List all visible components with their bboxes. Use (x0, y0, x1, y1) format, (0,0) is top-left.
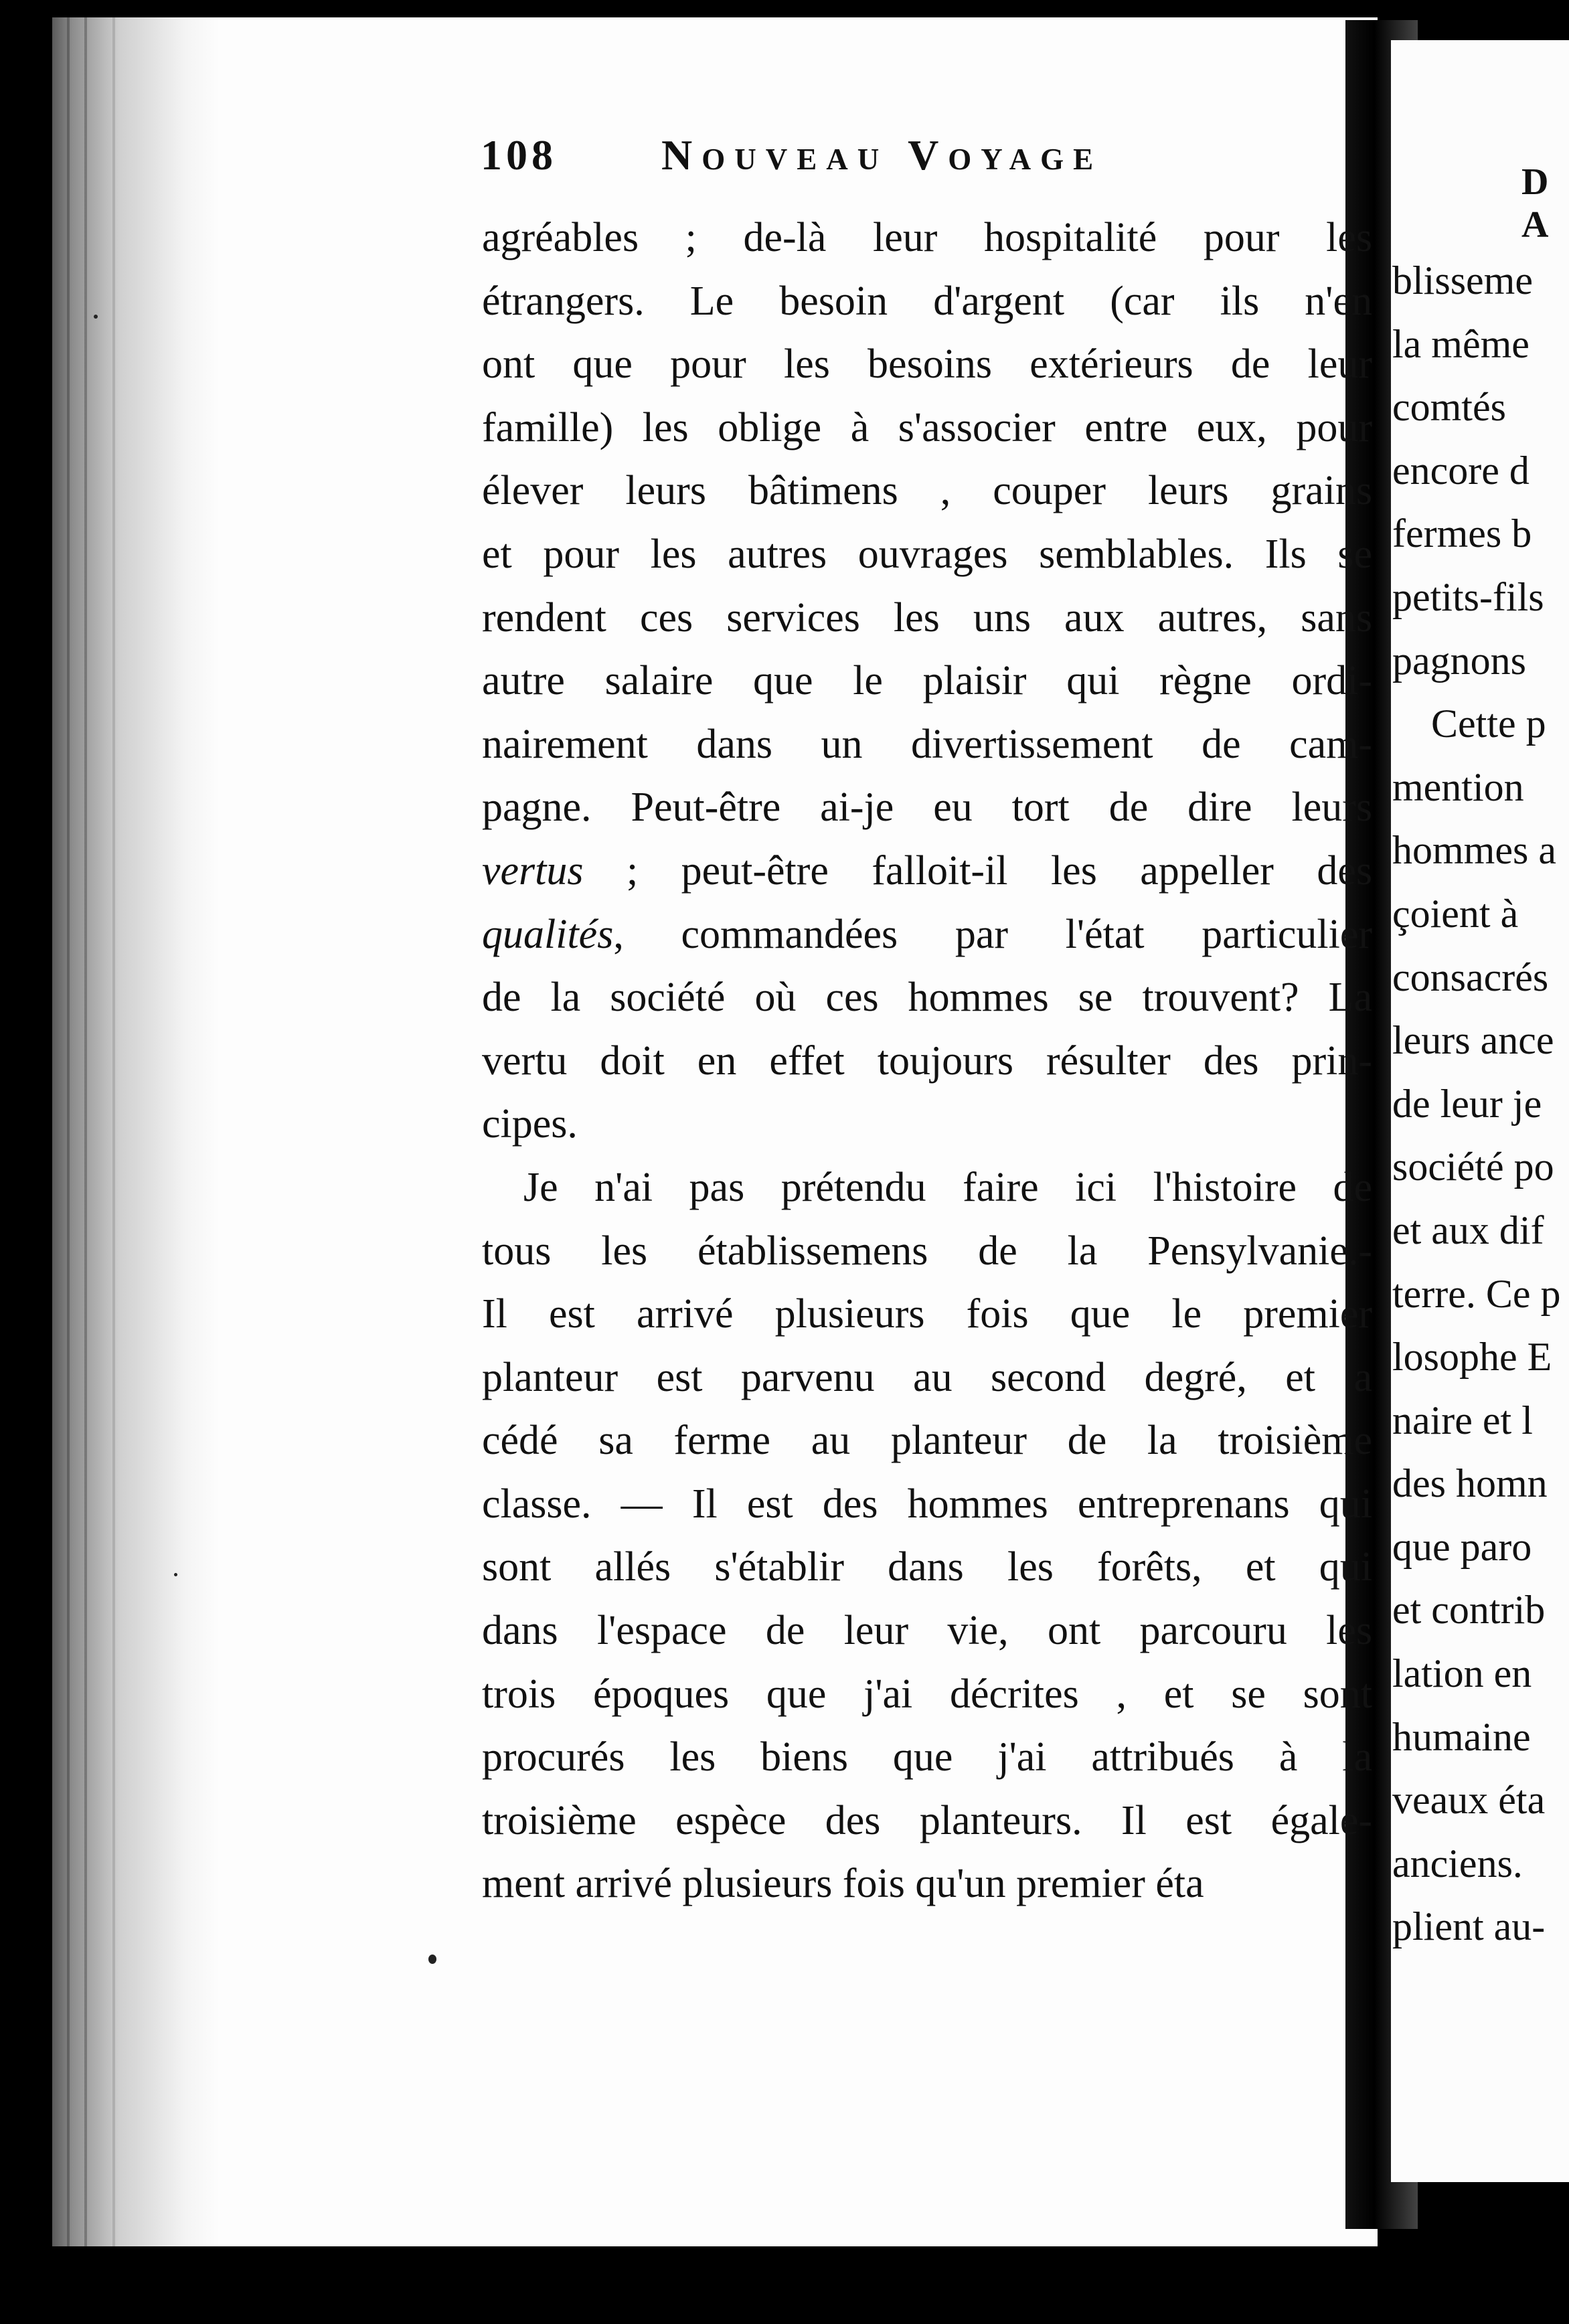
right-text-line: anciens. (1392, 1841, 1523, 1886)
right-text-line: lation en (1392, 1651, 1532, 1696)
right-text-line: de leur je (1392, 1081, 1542, 1126)
text-line: et pour les autres ouvrages semblables. Ils se (482, 531, 1372, 577)
right-text-line: consacrés (1392, 954, 1549, 999)
right-text-line: veaux éta (1392, 1778, 1546, 1823)
text-line: vertus ; peut-être falloit-il les appeller des (482, 847, 1372, 894)
right-text-line: blisseme (1392, 258, 1533, 303)
text-line: vertu doit en effet toujours résulter des prin- (482, 1038, 1372, 1084)
text-line: ment arrivé plusieurs fois qu'un premier éta (482, 1861, 1204, 1907)
right-text-line: terre. Ce p (1392, 1271, 1561, 1316)
text-line: cédé sa ferme au planteur de la troisième (482, 1418, 1372, 1464)
paper-speck (94, 315, 98, 319)
gutter-streak (112, 17, 115, 2246)
left-page-text (482, 206, 1372, 1916)
text-line: planteur est parvenu au second degré, et a (482, 1354, 1372, 1400)
text-line: tous les établissemens de la Pensylvanie.- (482, 1228, 1372, 1274)
right-running-head: D A (1521, 161, 1553, 246)
text-line: agréables ; de-là leur hospitalité pour les (482, 215, 1372, 260)
right-text-line: fermes b (1392, 511, 1532, 556)
text-line: trois époques que j'ai décrites , et se sont (482, 1671, 1372, 1717)
text-line: étrangers. Le besoin d'argent (car ils n'en (482, 278, 1372, 324)
right-text-line: mention (1392, 764, 1524, 809)
right-text-line: pagnons (1392, 638, 1526, 683)
text-line: nairement dans un divertissement de cam- (482, 721, 1372, 767)
text-line: procurés les biens que j'ai attribués à la (482, 1734, 1372, 1780)
text-line: classe. — Il est des hommes entreprenans qui (482, 1481, 1372, 1527)
right-text-line: des homn (1392, 1461, 1548, 1506)
right-text-line: comtés (1392, 385, 1506, 430)
right-page-text (1391, 249, 1569, 1959)
right-text-line: leurs ance (1392, 1018, 1554, 1063)
gutter-streak (84, 17, 87, 2246)
text-line: sont allés s'établir dans les forêts, et qui (482, 1544, 1372, 1590)
right-text-line: encore d (1392, 448, 1530, 493)
right-text-line: et aux dif (1392, 1208, 1544, 1252)
right-text-line: hommes a (1392, 828, 1556, 873)
text-line: Il est arrivé plusieurs fois que le premier (482, 1291, 1372, 1337)
right-text-line: société po (1392, 1145, 1554, 1189)
right-text-line: naire et l (1392, 1398, 1533, 1442)
right-text-line: petits-fils (1392, 574, 1544, 619)
text-line: rendent ces services les uns aux autres, sans (482, 594, 1372, 641)
italic-word: vertus (482, 847, 584, 894)
page-number: 108 (481, 131, 557, 179)
right-text-line: que paro (1392, 1524, 1532, 1569)
italic-word: qualités (482, 911, 614, 957)
right-text-line: humaine (1392, 1714, 1531, 1759)
text-line: Je n'ai pas prétendu faire ici l'histoire de (523, 1164, 1372, 1210)
right-text-line: Cette p (1431, 701, 1546, 746)
right-text-line: çoient à (1392, 891, 1519, 936)
text-line: ont que pour les besoins extérieurs de leur (482, 341, 1372, 388)
header-title: Nouveau Voyage (661, 131, 1103, 179)
right-text-line: losophe E (1392, 1335, 1552, 1380)
text-line: famille) les oblige à s'associer entre eux, pour (482, 404, 1372, 450)
paper-speck (428, 1955, 436, 1964)
right-text-line: et contrib (1392, 1588, 1546, 1633)
page-gutter-shading (52, 17, 220, 2246)
right-text-line: la même (1392, 321, 1530, 366)
text-line: troisième espèce des planteurs. Il est égale- (482, 1797, 1372, 1843)
paper-speck (174, 1573, 177, 1576)
running-head (481, 131, 1351, 191)
text-line: dans l'espace de leur vie, ont parcouru les (482, 1608, 1372, 1654)
text-line: cipes. (482, 1101, 578, 1147)
text-line: de la société où ces hommes se trouvent? La (482, 975, 1372, 1021)
text-line: pagne. Peut-être ai-je eu tort de dire leurs (482, 784, 1372, 831)
text-line: autre salaire que le plaisir qui règne ordi- (482, 658, 1372, 704)
text-line: qualités, commandées par l'état particulier (482, 911, 1372, 957)
right-page (1391, 40, 1569, 2182)
right-text-line: plient au- (1392, 1904, 1546, 1949)
gutter-streak (67, 17, 70, 2246)
text-line: élever leurs bâtimens , couper leurs grains (482, 468, 1372, 514)
